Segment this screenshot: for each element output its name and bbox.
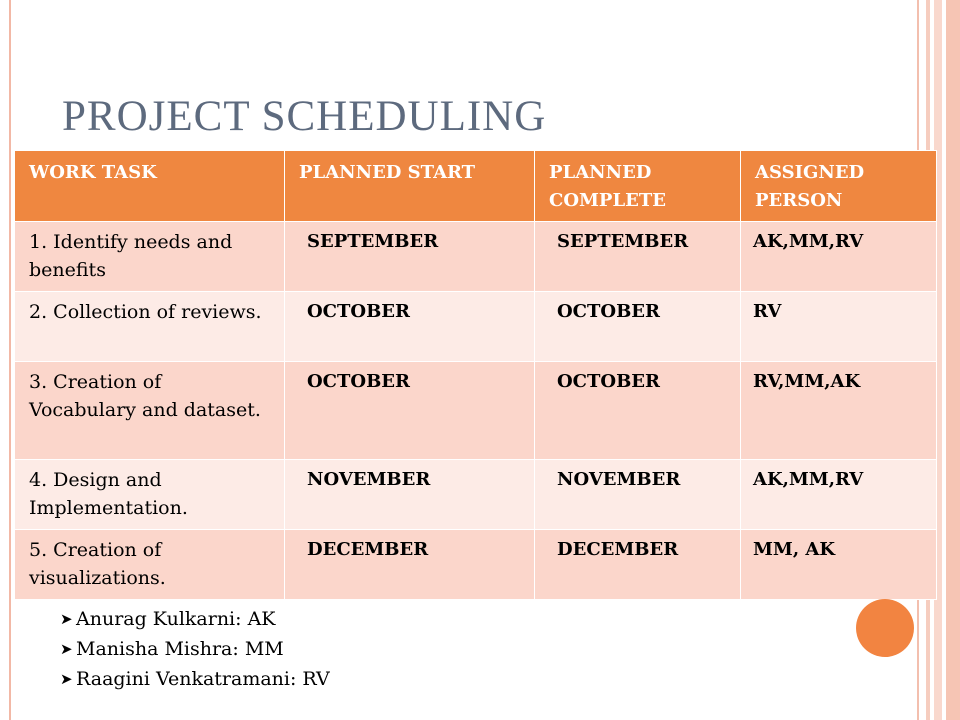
start-cell: OCTOBER (285, 292, 535, 362)
table-row (15, 222, 937, 292)
table-header-row (15, 151, 937, 222)
start-cell: SEPTEMBER (285, 222, 535, 292)
legend-item-text: Raagini Venkatramani: RV (76, 668, 330, 690)
legend-item-text: Anurag Kulkarni: AK (76, 608, 276, 630)
arrow-bullet-icon: ➤ (60, 670, 73, 688)
legend-item (60, 664, 330, 694)
complete-cell: OCTOBER (535, 292, 741, 362)
header-planned-start: PLANNED START (285, 151, 535, 222)
decorative-circle (856, 599, 914, 657)
legend-item-text: Manisha Mishra: MM (76, 638, 284, 660)
start-cell: DECEMBER (285, 530, 535, 600)
header-assigned-person: ASSIGNED PERSON (741, 151, 937, 222)
table-row (15, 292, 937, 362)
person-cell: AK,MM,RV (741, 460, 937, 530)
slide-title: PROJECT SCHEDULING (62, 93, 547, 140)
task-cell: 1. Identify needs and benefits (15, 222, 285, 292)
table-row (15, 530, 937, 600)
header-work-task: WORK TASK (15, 151, 285, 222)
start-cell: NOVEMBER (285, 460, 535, 530)
person-cell: RV (741, 292, 937, 362)
complete-cell: OCTOBER (535, 362, 741, 460)
person-cell: RV,MM,AK (741, 362, 937, 460)
schedule-table (14, 150, 937, 600)
task-cell: 3. Creation of Vocabulary and dataset. (15, 362, 285, 460)
person-cell: MM, AK (741, 530, 937, 600)
complete-cell: NOVEMBER (535, 460, 741, 530)
legend-item (60, 634, 330, 664)
task-cell: 4. Design and Implementation. (15, 460, 285, 530)
person-cell: AK,MM,RV (741, 222, 937, 292)
complete-cell: SEPTEMBER (535, 222, 741, 292)
header-planned-complete: PLANNED COMPLETE (535, 151, 741, 222)
arrow-bullet-icon: ➤ (60, 640, 73, 658)
left-border-line (9, 0, 11, 720)
initials-legend (60, 604, 330, 694)
table-row (15, 362, 937, 460)
table-row (15, 460, 937, 530)
legend-item (60, 604, 330, 634)
complete-cell: DECEMBER (535, 530, 741, 600)
arrow-bullet-icon: ➤ (60, 610, 73, 628)
start-cell: OCTOBER (285, 362, 535, 460)
task-cell: 2. Collection of reviews. (15, 292, 285, 362)
task-cell: 5. Creation of visualizations. (15, 530, 285, 600)
